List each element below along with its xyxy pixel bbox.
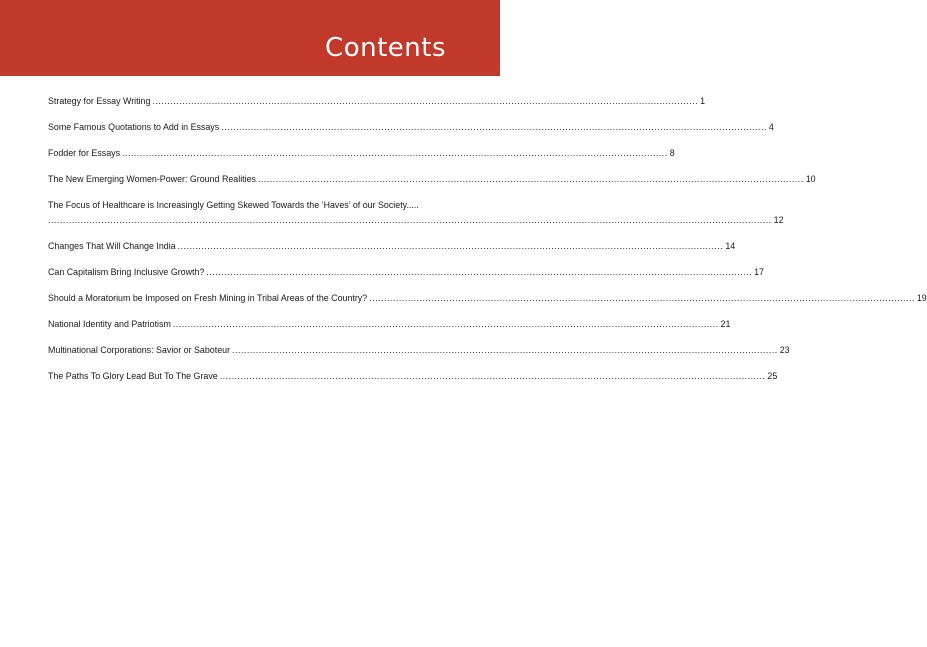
toc-entry-title: Should a Moratorium be Imposed on Fresh Mining in Tribal Areas of the Country?: [48, 293, 368, 303]
toc-entry-page: 23: [779, 345, 790, 355]
toc-entry[interactable]: [48, 344, 790, 356]
toc-entry[interactable]: [48, 370, 778, 382]
toc-entry-page: 4: [768, 122, 774, 132]
header-band: [0, 0, 500, 76]
toc-entry-title: The Paths To Glory Lead But To The Grave: [48, 371, 218, 381]
toc-entry[interactable]: [48, 266, 764, 278]
page-title: Contents: [325, 33, 446, 63]
toc-entry-title: National Identity and Patriotism: [48, 319, 171, 329]
toc-entry-page: 21: [720, 319, 731, 329]
toc-dot-leader: ........................................................................................................................................................................................: [177, 241, 724, 251]
toc-entry-title: Fodder for Essays: [48, 148, 121, 158]
toc-entry-page: 19: [916, 293, 927, 303]
toc-entry-page: 17: [754, 267, 764, 277]
toc-entry-page: 14: [725, 241, 736, 251]
toc-dot-leader: ........................................................................................................................................................................................: [258, 174, 804, 184]
toc-entry[interactable]: [48, 292, 927, 304]
toc-dot-leader: ........................................................................................................................................................................................: [172, 319, 719, 329]
toc-dot-leader: ........................................................................................................................................................................................: [206, 267, 753, 277]
toc-entry[interactable]: [48, 95, 706, 107]
toc-entry[interactable]: [48, 240, 736, 252]
toc-entry-title: The Focus of Healthcare is Increasingly Getting Skewed Towards the ‘Haves’ of our Society.....: [48, 200, 419, 210]
toc-entry-page: 25: [767, 371, 778, 381]
toc-entry[interactable]: [48, 318, 731, 330]
toc-entry-page: 10: [805, 174, 816, 184]
toc-entry[interactable]: [48, 147, 675, 159]
toc-entry-page: 8: [669, 148, 675, 158]
toc-dot-leader: ........................................................................................................................................................................................: [219, 371, 766, 381]
toc-entry-title: Changes That Will Change India: [48, 241, 176, 251]
toc-dot-leader: ........................................................................................................................................................................................: [221, 122, 767, 132]
toc-entry-title: Multinational Corporations: Savior or Saboteur: [48, 345, 231, 355]
toc-entry-title: Strategy for Essay Writing: [48, 96, 151, 106]
toc-entry-title: The New Emerging Women-Power: Ground Realities: [48, 174, 256, 184]
toc-dot-leader: ........................................................................................................................................................................................: [232, 345, 778, 355]
toc-entry-page: 12: [773, 215, 784, 225]
toc-entry[interactable]: [48, 199, 784, 226]
toc-dot-leader: ........................................................................................................................................................................................: [152, 96, 699, 106]
toc-entry[interactable]: [48, 121, 774, 133]
toc-dot-leader: ....................................................................................................................................................................................................................................................: [48, 215, 772, 225]
toc-entry-title: Some Famous Quotations to Add in Essays: [48, 122, 220, 132]
toc-dot-leader: ........................................................................................................................................................................................: [122, 148, 668, 158]
toc-entry-title: Can Capitalism Bring Inclusive Growth?: [48, 267, 205, 277]
table-of-contents: [48, 95, 927, 396]
toc-dot-leader: ........................................................................................................................................................................................: [369, 293, 915, 303]
toc-entry-page: 1: [700, 96, 706, 106]
toc-entry[interactable]: [48, 173, 816, 185]
